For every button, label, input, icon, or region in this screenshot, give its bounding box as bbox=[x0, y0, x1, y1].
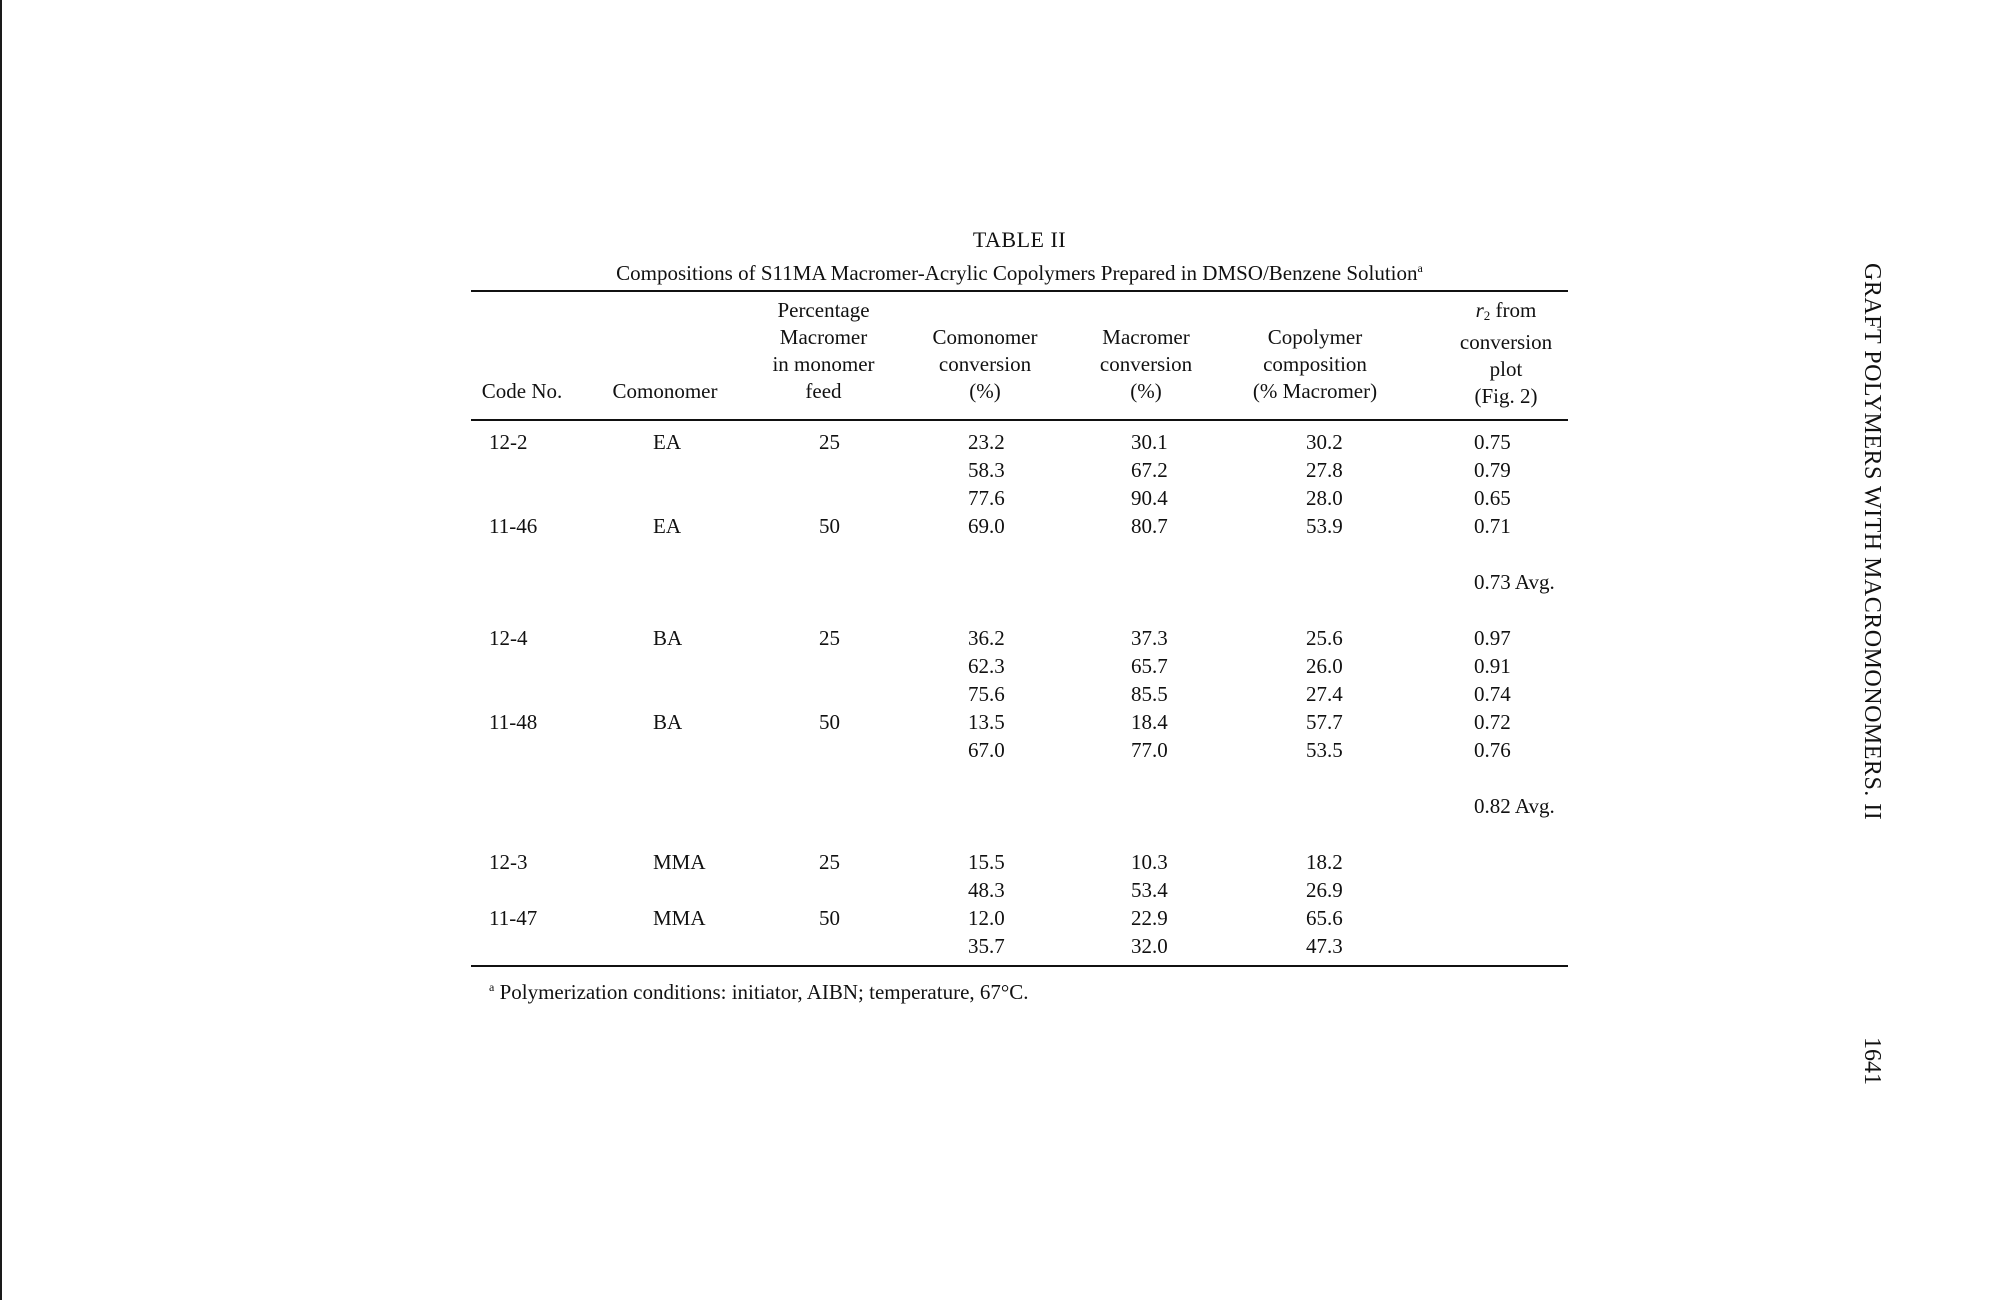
cell-code-no: 11-46 bbox=[489, 514, 538, 538]
cell-copolymer-composition: 53.5 bbox=[1306, 738, 1343, 762]
cell-macromer-conversion: 77.0 bbox=[1131, 738, 1168, 762]
cell-macromer-conversion: 85.5 bbox=[1131, 682, 1168, 706]
cell-comonomer: BA bbox=[653, 626, 683, 650]
cell-feed: 25 bbox=[819, 626, 840, 650]
cell-r2: 0.72 bbox=[1474, 710, 1511, 734]
cell-macromer-conversion: 67.2 bbox=[1131, 458, 1168, 482]
cell-macromer-conversion: 65.7 bbox=[1131, 654, 1168, 678]
header-line: (%) bbox=[969, 379, 1001, 403]
header-macromer-conversion bbox=[1081, 324, 1211, 405]
cell-feed: 50 bbox=[819, 514, 840, 538]
cell-feed: 25 bbox=[819, 430, 840, 454]
cell-feed: 25 bbox=[819, 850, 840, 874]
cell-r2: 0.91 bbox=[1474, 654, 1511, 678]
header-comonomer-conversion bbox=[910, 324, 1060, 405]
cell-copolymer-composition: 27.8 bbox=[1306, 458, 1343, 482]
cell-comonomer-conversion: 62.3 bbox=[968, 654, 1005, 678]
cell-comonomer-conversion: 67.0 bbox=[968, 738, 1005, 762]
cell-macromer-conversion: 80.7 bbox=[1131, 514, 1168, 538]
cell-copolymer-composition: 25.6 bbox=[1306, 626, 1343, 650]
cell-comonomer-conversion: 23.2 bbox=[968, 430, 1005, 454]
table-bottom-rule bbox=[471, 965, 1568, 967]
table-block bbox=[471, 226, 1568, 1004]
table-label: TABLE II bbox=[972, 227, 1067, 252]
cell-comonomer-conversion: 35.7 bbox=[968, 934, 1005, 958]
header-r2 bbox=[1441, 297, 1571, 410]
cell-r2: 0.74 bbox=[1474, 682, 1511, 706]
cell-r2: 0.73 Avg. bbox=[1474, 570, 1555, 594]
cell-feed: 50 bbox=[819, 906, 840, 930]
header-line: (%) bbox=[1130, 379, 1162, 403]
header-line: Percentage bbox=[777, 298, 870, 322]
caption-footnote-marker: a bbox=[1417, 261, 1423, 275]
cell-copolymer-composition: 30.2 bbox=[1306, 430, 1343, 454]
cell-copolymer-composition: 65.6 bbox=[1306, 906, 1343, 930]
cell-comonomer-conversion: 77.6 bbox=[968, 486, 1005, 510]
cell-macromer-conversion: 18.4 bbox=[1131, 710, 1168, 734]
table-footnote bbox=[489, 973, 1029, 1006]
cell-r2: 0.82 Avg. bbox=[1474, 794, 1555, 818]
cell-code-no: 12-2 bbox=[489, 430, 528, 454]
cell-r2: 0.97 bbox=[1474, 626, 1511, 650]
running-head: GRAFT POLYMERS WITH MACROMONOMERS. II bbox=[1859, 263, 1885, 821]
cell-copolymer-composition: 18.2 bbox=[1306, 850, 1343, 874]
cell-code-no: 11-47 bbox=[489, 906, 538, 930]
r2-from: from bbox=[1490, 298, 1537, 322]
cell-code-no: 12-3 bbox=[489, 850, 528, 874]
cell-r2: 0.75 bbox=[1474, 430, 1511, 454]
cell-macromer-conversion: 10.3 bbox=[1131, 850, 1168, 874]
cell-macromer-conversion: 30.1 bbox=[1131, 430, 1168, 454]
cell-copolymer-composition: 53.9 bbox=[1306, 514, 1343, 538]
header-line: in monomer bbox=[772, 352, 875, 376]
cell-macromer-conversion: 53.4 bbox=[1131, 878, 1168, 902]
header-line: conversion bbox=[938, 352, 1032, 376]
header-copolymer-composition bbox=[1231, 324, 1399, 405]
header-line: Macromer bbox=[1102, 325, 1190, 349]
r2-subscript: 2 bbox=[1483, 308, 1491, 323]
cell-comonomer-conversion: 36.2 bbox=[968, 626, 1005, 650]
cell-macromer-conversion: 37.3 bbox=[1131, 626, 1168, 650]
table-caption-text: Compositions of S11MA Macromer-Acrylic Copolymers Prepared in DMSO/Benzene Solution bbox=[616, 261, 1418, 285]
cell-r2: 0.71 bbox=[1474, 514, 1511, 538]
cell-code-no: 11-48 bbox=[489, 710, 538, 734]
header-line: Comonomer bbox=[932, 325, 1038, 349]
footnote-text: Polymerization conditions: initiator, AIBN; temperature, 67°C. bbox=[499, 980, 1029, 1004]
header-r2-line4: (Fig. 2) bbox=[1474, 384, 1538, 408]
cell-comonomer-conversion: 15.5 bbox=[968, 850, 1005, 874]
header-line: feed bbox=[805, 379, 842, 403]
page-left-border bbox=[0, 0, 2, 1300]
cell-r2: 0.65 bbox=[1474, 486, 1511, 510]
r2-symbol: r bbox=[1475, 298, 1484, 322]
cell-comonomer: MMA bbox=[653, 906, 706, 930]
table-caption bbox=[471, 254, 1568, 287]
header-line: (% Macromer) bbox=[1252, 379, 1378, 403]
table-top-rule bbox=[471, 290, 1568, 292]
cell-comonomer-conversion: 13.5 bbox=[968, 710, 1005, 734]
table-header-rule bbox=[471, 419, 1568, 421]
header-line: Macromer bbox=[779, 325, 868, 349]
header-code-no bbox=[471, 378, 573, 405]
header-line: Comonomer bbox=[612, 379, 718, 403]
cell-code-no: 12-4 bbox=[489, 626, 528, 650]
cell-r2: 0.79 bbox=[1474, 458, 1511, 482]
cell-comonomer-conversion: 69.0 bbox=[968, 514, 1005, 538]
cell-comonomer: BA bbox=[653, 710, 683, 734]
header-comonomer bbox=[597, 378, 733, 405]
cell-comonomer-conversion: 58.3 bbox=[968, 458, 1005, 482]
header-line: Copolymer bbox=[1267, 325, 1363, 349]
cell-copolymer-composition: 26.9 bbox=[1306, 878, 1343, 902]
header-r2-line2: conversion bbox=[1459, 330, 1553, 354]
cell-copolymer-composition: 28.0 bbox=[1306, 486, 1343, 510]
cell-r2: 0.76 bbox=[1474, 738, 1511, 762]
cell-copolymer-composition: 27.4 bbox=[1306, 682, 1343, 706]
header-r2-line1 bbox=[1441, 297, 1571, 329]
page-number: 1641 bbox=[1859, 1037, 1885, 1085]
cell-macromer-conversion: 22.9 bbox=[1131, 906, 1168, 930]
cell-comonomer-conversion: 75.6 bbox=[968, 682, 1005, 706]
cell-feed: 50 bbox=[819, 710, 840, 734]
cell-macromer-conversion: 90.4 bbox=[1131, 486, 1168, 510]
header-line: Code No. bbox=[481, 379, 563, 403]
header-line: composition bbox=[1263, 352, 1367, 376]
header-r2-line3: plot bbox=[1489, 357, 1523, 381]
cell-copolymer-composition: 47.3 bbox=[1306, 934, 1343, 958]
cell-comonomer: MMA bbox=[653, 850, 706, 874]
cell-comonomer: EA bbox=[653, 430, 681, 454]
cell-macromer-conversion: 32.0 bbox=[1131, 934, 1168, 958]
footnote-marker: a bbox=[489, 980, 495, 994]
header-feed bbox=[751, 297, 896, 405]
cell-comonomer: EA bbox=[653, 514, 681, 538]
cell-comonomer-conversion: 48.3 bbox=[968, 878, 1005, 902]
header-line: conversion bbox=[1099, 352, 1193, 376]
cell-copolymer-composition: 26.0 bbox=[1306, 654, 1343, 678]
cell-comonomer-conversion: 12.0 bbox=[968, 906, 1005, 930]
cell-copolymer-composition: 57.7 bbox=[1306, 710, 1343, 734]
